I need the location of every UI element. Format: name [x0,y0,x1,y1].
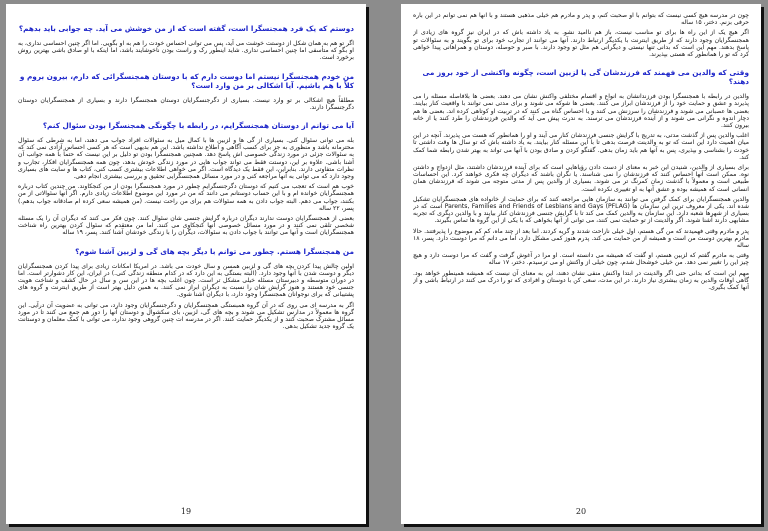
page-19 [6,4,366,524]
body-paragraph: اغلب والدین پس از گذشت مدتی، به تدریج با گرایش جنسی فرزندشان کنار می آیند و او را همانطور که هست می پذیرند. آنچه در این میان اهمیت دارد این است که تو به والدینت فرصت بدهی تا با این مسئله کنار بیایند. به یاد داشته باش که تو سال ها وقت داشتی تا خودت را بشناسی و بپذیری، پس به آنها هم باید زمان بدهی. گفتگو کردن و صادق بودن با آنها می تواند به بهتر شدن رابطه شما کمک کند. [413,132,749,161]
body-paragraph: مطلقاً هیچ اشکالی بر تو وارد نیست. بسیاری از دگرجنسگرایان دوستان همجنسگرا دارند و بسیاری از همجنسگرایان دوستان دگرجنسگرا دارند. [18,96,354,111]
body-paragraph: بعضی از همجنسگرایان دوست ندارند دیگران درباره گرایش جنسی شان سئوال کنند. چون فکر می کنند که دیگران آن را یک مسئله شخصی تلقی نمی کنند و در مورد مسائل خصوصی آنها کنجکاوی می کنند. اما من معتقدم که سئوال کردن بهترین راه شناخت همجنسگرایان است و آنها می توانند با جواب دادن به سئوالات، دیگران را با زندگی خودشان آشنا کنند. پسر، ۱۹ ساله [18,215,354,237]
body-paragraph: خوب هم است که تعجب می کنیم که دوستان دگرجنسگرایم چطور در مورد همجنسگرا بودن از من کنجکاوند. من چندین کتاب درباره همجنسگرایان خوانده ام و با این حساب دوستانم می دانند که من در مورد این موضوع اطلاعات زیادی دارم. اگر آنها سئوالاتی از من بکنند، جواب می دهم. البته جواب دادن به همه سئوالات هم برای من راحت نیست. (من همیشه سعی کرده ام صادقانه جواب بدهم.) پسر، ۲۲ ساله [18,183,354,212]
body-paragraph: والدین در رابطه با همجنسگرا بودن فرزندانشان به انواع و اقسام مختلفی واکنش نشان می دهند. بعضی ها بلافاصله مسئله را می پذیرند و عشق و حمایت خود را از فرزندشان ابراز می کنند. بعضی ها شوکه می شوند و برای مدتی نمی توانند با واقعیت کنار بیایند. بعضی ها عصبانی می شوند و فرزندشان را سرزنش می کنند و یا احساس گناه می کنند که در تربیت او کوتاهی کرده اند. بعضی ها هم دچار اندوه و نگرانی می شوند و از آینده فرزندشان می ترسند. به ندرت پیش می آید که والدین فرزندشان را طرد کنند یا از خانه بیرون کنند. [413,93,749,130]
question-heading: آیا می توانم از دوستان همجنسگرایم، در رابطه با چگونگی همجنسگرا بودن سئوال کنم؟ [42,121,354,131]
question-heading: من همجنسگرا هستم. چطور می توانم با دیگر بچه های گی و لزبین آشنا شوم؟ [75,246,354,256]
body-paragraph: مهم این است که بدانی حتی اگر والدینت در ابتدا واکنش منفی نشان دهند، این به معنای آن نیست که همیشه همینطور خواهد بود. گاهی اوقات والدین به زمان بیشتری نیاز دارند. در این مدت، سعی کن با دوستان و افرادی که تو را درک می کنند در ارتباط باشی و از آنها کمک بگیری. [413,269,749,292]
body-paragraph: وقتی به مادرم گفتم که لزبین هستم، او گفت که همیشه می دانسته است. او مرا در آغوش گرفت و گفت که مرا دوست دارد و هیچ چیز این را تغییر نمی دهد. من خیلی خوشحال شدم، چون خیلی از واکنش او می ترسیدم. دختر، ۱۷ ساله [413,252,749,267]
page-20-text [413,12,749,500]
body-paragraph: اگر به مدرسه ای می روی که در آن گروه همبستگی همجنسگرایان و دگرجنسگرایان وجود دارد، می توانی به عضویت آن درآیی. این گروه ها معمولاً در مدارس تشکیل می شوند و بچه های گی، لزبین، بای سکشوال و دوستان آنها را دور هم جمع می کنند تا در مورد مسائل مشترک صحبت کنند و از یکدیگر حمایت کنند. اگر در مدرسه ات چنین گروهی وجود ندارد، می توانی با کمک معلمان و دوستانت یک گروه جدید تشکیل بدهی. [18,301,354,331]
page-number: 19 [180,507,192,516]
body-paragraph: پدر و مادرم وقتی فهمیدند که من گی هستم، اول خیلی ناراحت شدند و گریه کردند. اما بعد از چند ماه، کم کم موضوع را پذیرفتند. حالا مادرم بهترین دوست من است و همیشه از من حمایت می کند. پدرم هنوز کمی مشکل دارد، اما می دانم که مرا دوست دارد. پسر، ۱۸ ساله [413,227,749,250]
body-paragraph: بله می توانی سئوال کنی. بسیاری از گی ها و لزبین ها با کمال میل به سئوالات افراد جواب می دهند، اما به شرطی که سئوال محترمانه باشد و منظوری به جز برای کسب آگاهی و اطلاع نداشته باشد. این هم بدیهی است که هر کسی احساس آزادی نمی کند که به سئوالات جزئی در مورد زندگی خصوصی اش پاسخ دهد. همچنین همجنسگرا بودن تو دلیل بر این نیست که حتماً با همه جوانب آن آشنا باشی. علاوه بر این، دوستت فقط می تواند جواب هایی در مورد زندگی خودش بدهد، چون همه همجنسگرایان افکار، تجارب و نظرات متفاوتی دارند. بنابراین، این فقط یک دیدگاه است. اگر می خواهی اطلاعات بیشتری کسب کنی، کتاب ها و سایت های بسیاری وجود دارد که می توانی به آنها مراجعه کنی و در مورد مسائل همجنسگرایی تحقیق و بررسی بیشتری انجام دهی. [18,137,354,181]
body-paragraph: چون در مدرسه هیچ کسی نیست که بتوانم با او صحبت کنم، و پدر و مادرم هم خیلی مذهبی هستند و با آنها هم نمی توانم در این باره حرفی بزنم. دختر، ۱۵ ساله [413,12,749,27]
body-paragraph: اگر تو هم به همان شکل از دوستت خوشت می آید، پس می توانی احساس خودت را هم به او بگویی. اما اگر چنین احساسی نداری، به او بگو که متأسفی اما چنین احساسی نداری. شاید اینطور رک و راست بودن ناخوشایند باشد، اما اینکه با او صادق باشی بهترین روش برخورد است. [18,40,354,62]
body-paragraph: اولین چالش پیدا کردن بچه های گی و لزبین همسن و سال خودت می باشد. در امریکا امکانات زیادی برای پیدا کردن همجنسگرایان دیگر و دوست شدن با آنها وجود دارد. (البته بستگی به این دارد که در کدام منطقه زندگی کنی.) در ایران، این کار دشوارتر است. اما در دوران متوسطه و دبیرستان مسئله خیلی مشکل تر است. چون اغلب بچه ها در این سن و سال در حال کشف و شناخت هویت جنسی خود هستند و هنوز گرایش شان را نسبت به دیگران ابراز نمی کنند. به همین دلیل بهتر است از طریق اینترنت و گروه های پشتیبانی که برای نوجوانان همجنسگرا وجود دارد، با دیگران آشنا شوی. [18,262,354,299]
page-20 [401,4,761,524]
page-number: 20 [575,507,587,516]
body-paragraph: برای بسیاری از والدین، شنیدن این خبر به معنای از دست دادن رؤیاهایی است که برای آینده فرزندشان داشتند، مثل ازدواج و داشتن نوه. ممکن است آنها احساس کنند که فرزندشان را نمی شناسند. یا نگران باشند که دیگران چه فکری خواهند کرد. این احساسات طبیعی است و معمولاً با گذشت زمان کمرنگ تر می شوند. بسیاری از والدین پس از مدتی متوجه می شوند که فرزندشان همان انسانی است که همیشه بوده و عشق آنها به او تغییری نکرده است. [413,164,749,193]
page-19-text [18,12,354,500]
question-heading: دوستم که یک فرد همجنسگرا است، گفته است که از من خوشش می آید. چه جوابی باید بدهم؟ [18,24,354,33]
body-paragraph: والدین همجنسگرایان برای کمک گرفتن می توانند به سازمان هایی مراجعه کنند که برای حمایت از خانواده های همجنسگرایان تشکیل شده اند. یکی از معروف ترین این سازمان ها Parents, Families and Friends of Lesbians and Gays (PFLAG) است که در بسیاری از شهرها شعبه دارد. این سازمان به والدین کمک می کند تا با گرایش جنسی فرزندشان کنار بیایند و با والدین دیگری که تجربه مشابهی دارند آشنا شوند. اگر والدینت از تو حمایت نمی کنند، می توانی از آنها بخواهی که با یکی از این گروه ها تماس بگیرند. [413,195,749,225]
question-heading: وقتی که والدین می فهمند که فرزندشان گی یا لزبین است، چگونه واکنشی از خود بروز می دهند؟ [422,68,749,87]
question-heading: من خودم همجنسگرا نیستم اما دوست دارم که با دوستان همجنسگرائی که دارم، بیرون بروم و کلاً با هم باشیم. آیا اشکالی بر من وارد است؟ [19,71,354,90]
body-paragraph: اگر هیچ یک از این راه ها برای تو مناسب نیست، باز هم ناامید نشو. به یاد داشته باش که در ایران نیز گروه های زیادی از همجنسگرایان وجود دارند که از طریق اینترنت با یکدیگر ارتباط دارند. آنها می توانند از تجارب خود برای تو بگویند و به سئوالات تو پاسخ بدهند. مهم این است که بدانی تنها نیستی و دیگرانی هم مثل تو وجود دارند. با صبر و حوصله، دوستان و همراهانی پیدا خواهی کرد که تو را همانطور که هستی بپذیرند. [413,29,749,59]
